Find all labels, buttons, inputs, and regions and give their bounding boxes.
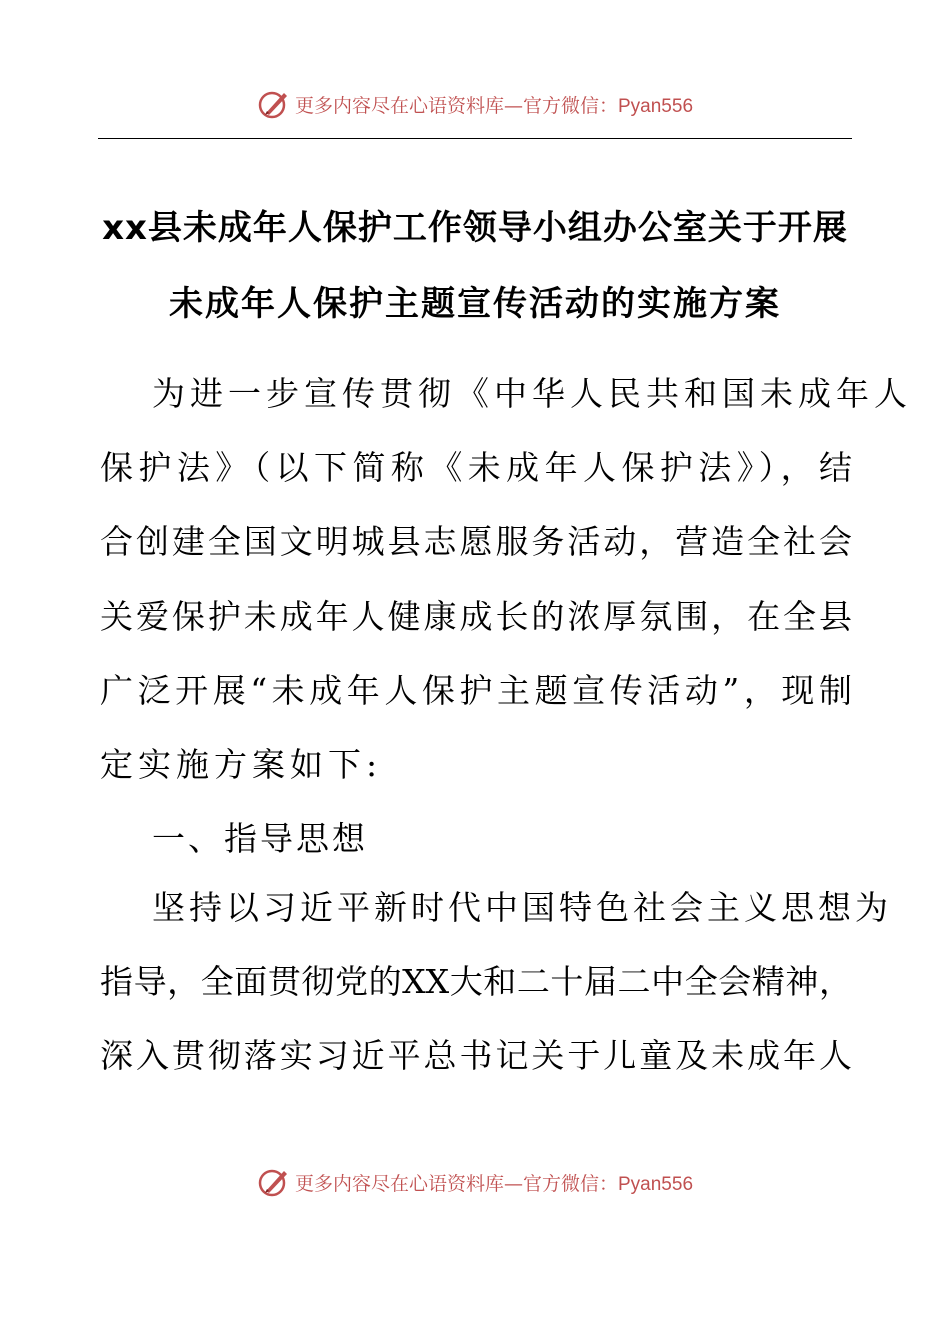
body-line: 关爱保护未成年人健康成长的浓厚氛围，在全县 <box>100 597 852 636</box>
pen-circle-logo-icon <box>257 87 291 121</box>
body-line: 定实施方案如下: <box>100 745 383 784</box>
header-divider <box>98 138 852 139</box>
document-title-line-2: 未成年人保护主题宣传活动的实施方案 <box>169 284 781 324</box>
body-line: 指导，全面贯彻党的XX大和二十届二中全会精神， <box>100 962 852 1001</box>
body-line: 深入贯彻落实习近平总书记关于儿童及未成年人 <box>100 1036 852 1075</box>
pen-circle-logo-icon <box>257 1165 291 1199</box>
body-line: 合创建全国文明城县志愿服务活动，营造全社会 <box>100 522 852 561</box>
footer-watermark <box>0 1162 950 1202</box>
watermark-text: 更多内容尽在心语资料库—官方微信：Pyan556 <box>294 1172 694 1195</box>
section-heading: 一、指导思想 <box>152 819 368 858</box>
body-line: 坚持以习近平新时代中国特色社会主义思想为 <box>152 888 892 927</box>
body-line: 保护法》（以下简称《未成年人保护法》），结 <box>100 448 852 487</box>
body-line: 广泛开展“未成年人保护主题宣传活动”，现制 <box>100 671 852 710</box>
document-title-line-1: xx县未成年人保护工作领导小组办公室关于开展 <box>102 208 848 248</box>
body-line: 为进一步宣传贯彻《中华人民共和国未成年人 <box>152 374 912 413</box>
watermark-text: 更多内容尽在心语资料库—官方微信：Pyan556 <box>294 94 694 117</box>
header-watermark <box>0 84 950 124</box>
